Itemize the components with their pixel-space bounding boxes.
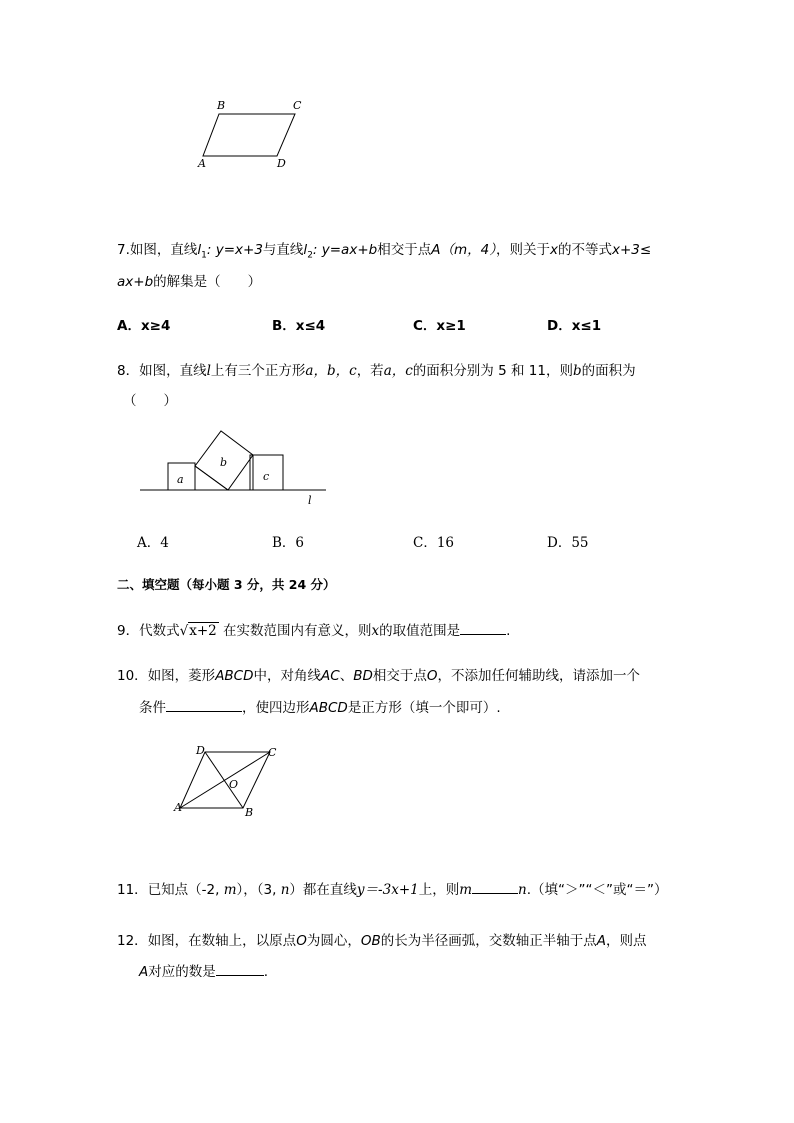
label-l: l	[308, 494, 312, 507]
label-D: D	[277, 157, 286, 170]
label-c: c	[263, 470, 270, 483]
label-A: A	[198, 157, 206, 170]
q11-answer-blank[interactable]	[472, 880, 518, 894]
squares-figure	[140, 428, 330, 508]
q10-line2: 条件 ，使四边形ABCD是正方形（填一个即可）.	[139, 700, 501, 716]
q7-option-d[interactable]: D．x≤1	[547, 318, 602, 334]
q9-line: 9．代数式√x+2 在实数范围内有意义，则x的取值范围是 .	[117, 623, 511, 639]
q7-option-c[interactable]: C．x≥1	[413, 318, 466, 334]
q7-option-a[interactable]: A．x≥4	[117, 318, 171, 334]
label-A: A	[174, 801, 182, 814]
parallelogram-figure	[195, 98, 315, 173]
q8-option-c[interactable]: C．16	[413, 535, 455, 551]
q10-answer-blank[interactable]	[166, 698, 242, 712]
q12-line1: 12．如图，在数轴上，以原点O为圆心，OB的长为半径画弧，交数轴正半轴于点A，则点	[117, 933, 647, 949]
parallelogram-shape	[203, 114, 295, 156]
q8-option-d[interactable]: D．55	[547, 535, 589, 551]
sqrt-expression: √x+2	[179, 623, 217, 639]
q12-answer-blank[interactable]	[216, 962, 264, 976]
helper-line-2	[195, 466, 228, 490]
q8-option-b[interactable]: B．6	[272, 535, 305, 551]
label-C: C	[293, 99, 302, 112]
label-B: B	[245, 806, 254, 819]
q11-line: 11．已知点（-2, m），（3, n）都在直线y＝-3x+1上，则m n.（填“＞”“＜”或“＝”）	[117, 882, 668, 898]
q7-line1: 7.如图，直线$l_1$: y=x+3与直线$l_2$: y=ax+b相交于点A（m，4），则关于x的不等式x+3≤	[117, 242, 652, 261]
label-D: D	[196, 744, 205, 757]
q10-line1: 10．如图，菱形ABCD中，对角线AC、BD相交于点O，不添加任何辅助线，请添加一个	[117, 668, 640, 684]
q9-answer-blank[interactable]	[460, 621, 506, 635]
rhombus-figure	[172, 740, 287, 822]
q12-line2: A对应的数是 .	[139, 964, 269, 980]
section-2-title: 二、填空题（每小题 3 分，共 24 分）	[117, 577, 336, 592]
q8-line1: 8．如图，直线l上有三个正方形a，b，c，若a，c的面积分别为 5 和 11，则b的面积为	[117, 363, 636, 379]
label-a: a	[177, 473, 184, 486]
label-b: b	[220, 456, 228, 469]
q8-paren: （ ）	[123, 393, 177, 409]
q7-line2: ax+b的解集是（ ）	[117, 274, 262, 290]
label-O: O	[229, 778, 239, 791]
q8-option-a[interactable]: A．4	[137, 535, 169, 551]
label-C: C	[268, 746, 277, 759]
q7-option-b[interactable]: B．x≤4	[272, 318, 326, 334]
label-B: B	[217, 99, 226, 112]
